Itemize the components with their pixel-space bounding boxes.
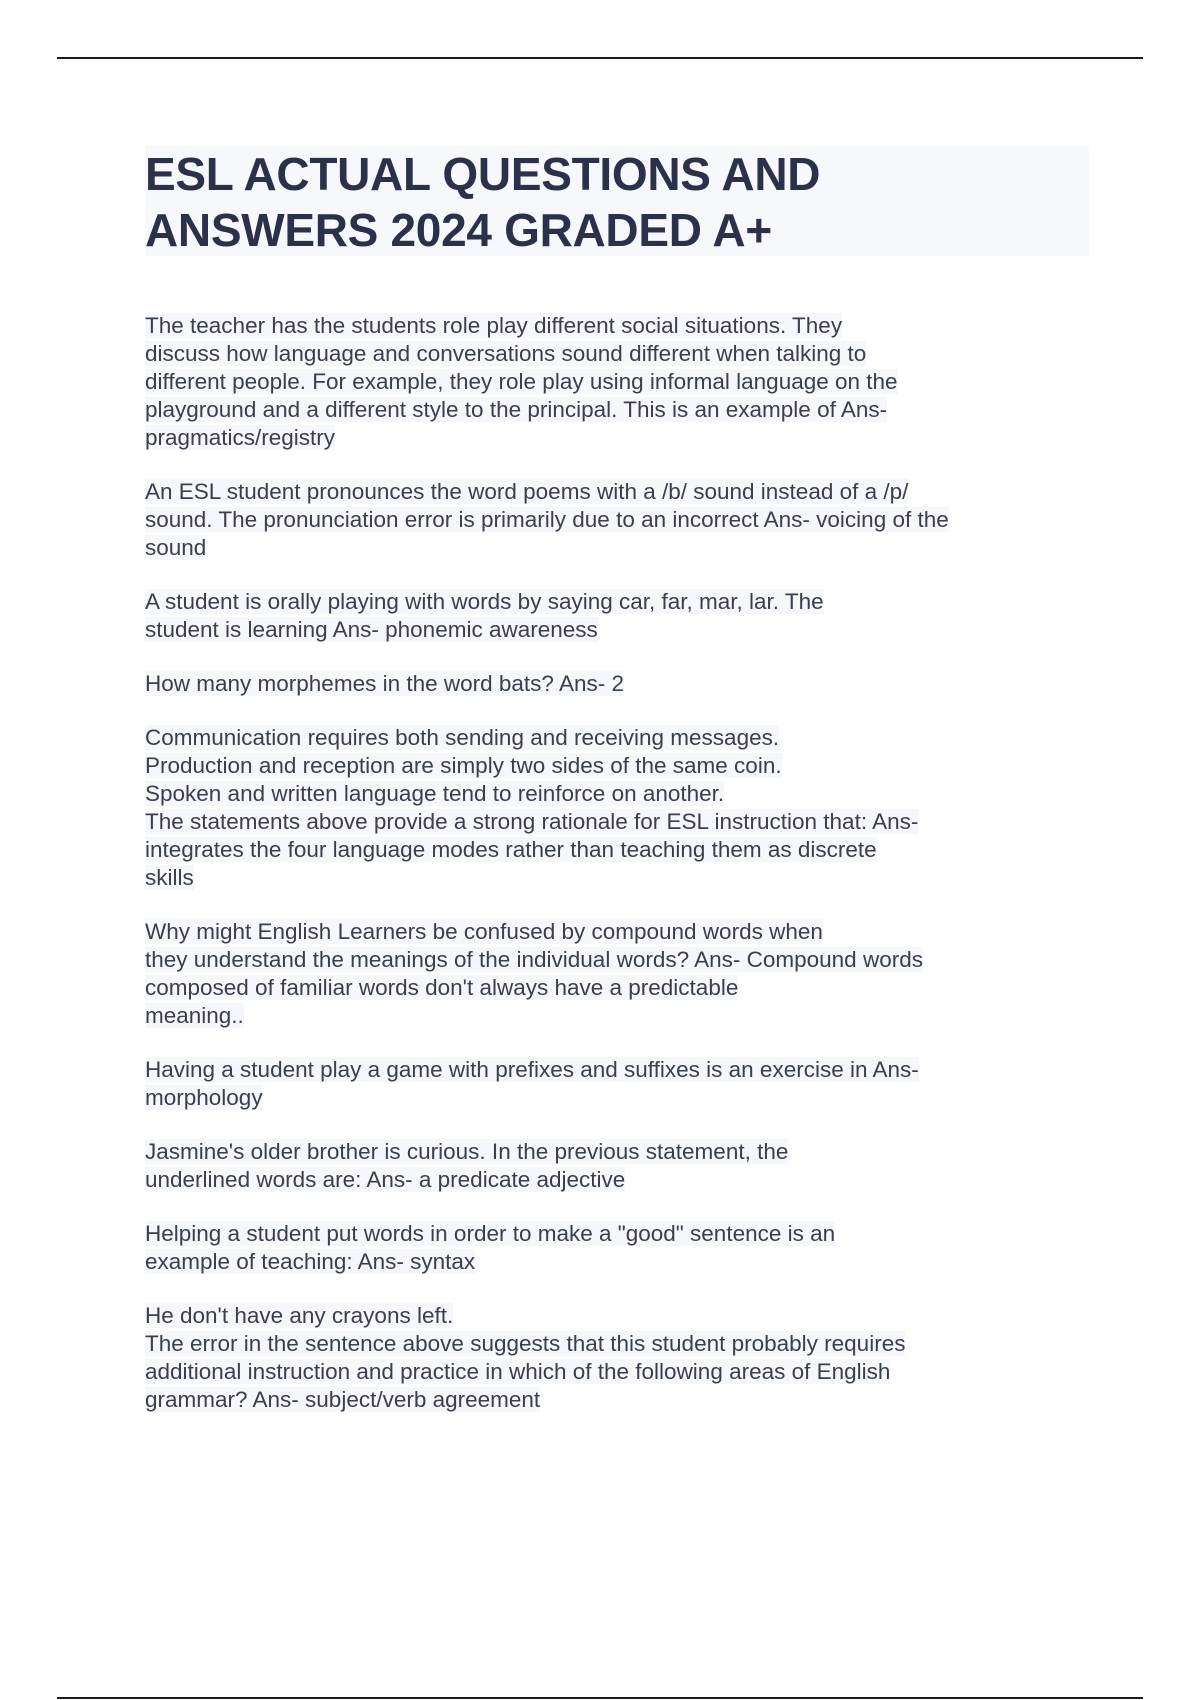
qa-text: The teacher has the students role play different social situations. They discuss how language and conversations sound different when talking to different people. For example, they role play using informal language on the playground and a different style to the principal. This is an example of Ans- pragmatics/registry [145, 313, 898, 450]
qa-item [145, 312, 1045, 452]
title-block [145, 146, 1089, 256]
qa-item [145, 1302, 1045, 1414]
qa-item [145, 724, 1045, 892]
qa-text: An ESL student pronounces the word poems with a /b/ sound instead of a /p/ sound. The pronunciation error is primarily due to an incorrect Ans- voicing of the sound [145, 479, 949, 560]
bottom-rule [57, 1697, 1143, 1699]
qa-item [145, 670, 1045, 698]
qa-text: Having a student play a game with prefixes and suffixes is an exercise in Ans- morphology [145, 1057, 919, 1110]
qa-item [145, 1138, 1045, 1194]
qa-list [145, 312, 1045, 1440]
document-title: ESL ACTUAL QUESTIONS AND ANSWERS 2024 GRADED A+ [145, 148, 821, 256]
qa-text: How many morphemes in the word bats? Ans- 2 [145, 671, 624, 696]
qa-text: Why might English Learners be confused by compound words when they understand the meanings of the individual words? Ans- Compound words composed of familiar words don't always have a predictable meaning.. [145, 919, 923, 1028]
qa-text: Helping a student put words in order to make a "good" sentence is an example of teaching: Ans- syntax [145, 1221, 836, 1274]
qa-item [145, 588, 1045, 644]
qa-text: A student is orally playing with words by saying car, far, mar, lar. The student is learning Ans- phonemic awareness [145, 589, 824, 642]
qa-item [145, 478, 1045, 562]
top-rule [57, 57, 1143, 59]
qa-item [145, 1056, 1045, 1112]
qa-text: He don't have any crayons left. The error in the sentence above suggests that this student probably requires additional instruction and practice in which of the following areas of English grammar? Ans- subject/verb agreement [145, 1303, 906, 1412]
qa-item [145, 1220, 1045, 1276]
qa-item [145, 918, 1045, 1030]
qa-text: Communication requires both sending and receiving messages. Production and reception are simply two sides of the same coin. Spoken and written language tend to reinforce on another. The statements above provide a strong rationale for ESL instruction that: Ans- integrates the four language modes rather than teaching them as discrete skills [145, 725, 919, 890]
qa-text: Jasmine's older brother is curious. In the previous statement, the underlined words are: Ans- a predicate adjective [145, 1139, 789, 1192]
